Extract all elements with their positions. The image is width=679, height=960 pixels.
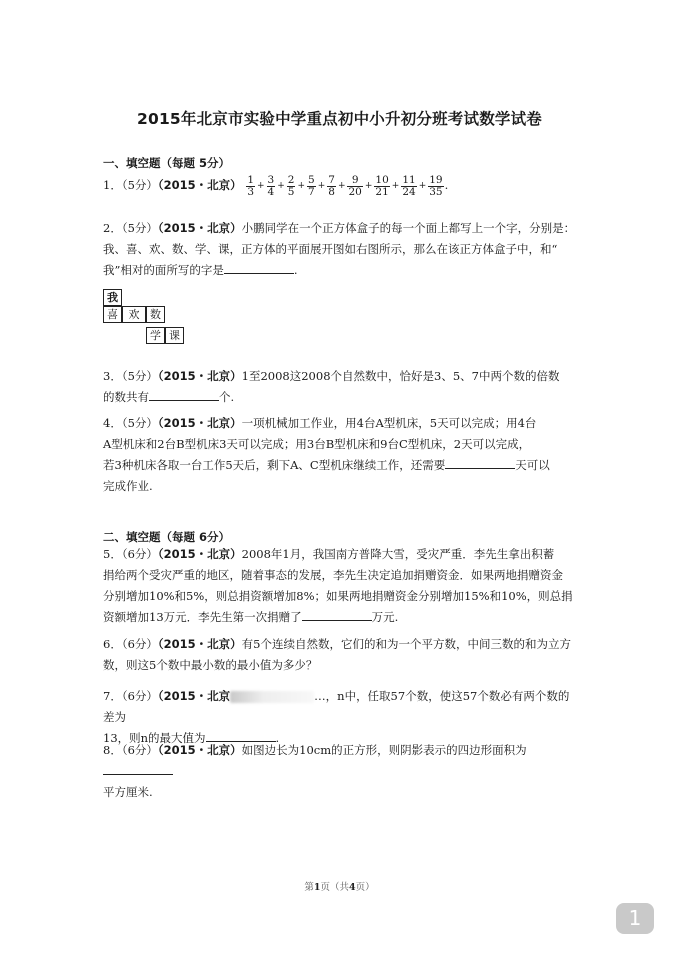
q5-end: 万元. xyxy=(371,610,399,624)
q4-text-4: 完成作业. xyxy=(103,479,153,493)
plus-sign: + xyxy=(257,181,265,191)
fraction-numerator: 5 xyxy=(308,173,315,186)
footer-total: 4 xyxy=(349,882,356,893)
q8-text-2: 平方厘米. xyxy=(103,785,153,799)
plus-sign: + xyxy=(317,181,326,191)
fraction-numerator: 1 xyxy=(247,173,254,186)
q1-fraction xyxy=(327,175,336,198)
footer-post: 页） xyxy=(355,882,375,893)
q4-number: 4．（5分） xyxy=(103,416,158,430)
q6-number: 6．（6分） xyxy=(103,637,158,651)
q4-text-1: 一项机械加工作业，用4台A型机床，5天可以完成；用4台 xyxy=(241,416,537,430)
q2-text-1: 小鹏同学在一个正方体盒子的每一个面上都写上一个字，分别是： xyxy=(241,221,576,235)
q8-source: （2015・北京） xyxy=(157,743,242,757)
footer-pre: 第 xyxy=(304,882,314,893)
q8-text-1: 如图边长为10cm的正方形，则阴影表示的四边形面积为 xyxy=(241,743,527,757)
question-3 xyxy=(103,366,579,408)
q2-text-3: 我”相对的面所写的字是 xyxy=(103,263,224,277)
q5-answer-blank xyxy=(302,608,372,621)
footer-mid: 页（共 xyxy=(320,882,349,893)
fraction-numerator: 10 xyxy=(375,173,389,186)
q7-text-1: …，n中，任取57个数，使这57个数必有两个数的差为 xyxy=(103,689,570,724)
q3-source: （2015・北京） xyxy=(157,369,242,383)
q4-source: （2015・北京） xyxy=(157,416,242,430)
q7-number: 7．（6分） xyxy=(103,689,158,703)
q6-source: （2015・北京） xyxy=(157,637,242,651)
fraction-numerator: 9 xyxy=(347,175,362,187)
fraction-denominator: 21 xyxy=(375,185,389,198)
q2-text-2: 我、喜、欢、数、学、课，正方体的平面展开图如右图所示，那么在该正方体盒子中，和“ xyxy=(103,242,558,256)
q1-fraction xyxy=(307,175,316,198)
fraction-numerator: 19 xyxy=(429,173,443,186)
q1-fraction xyxy=(428,175,443,198)
plus-sign: + xyxy=(418,181,427,191)
q1-number: 1．（5分） xyxy=(103,178,158,192)
q1-fraction xyxy=(267,175,276,198)
q3-number: 3．（5分） xyxy=(103,369,158,383)
q1-source: （2015・北京） xyxy=(157,178,242,192)
fraction-numerator: 2 xyxy=(287,173,295,186)
plus-sign: + xyxy=(337,181,346,191)
q1-fraction xyxy=(374,175,389,198)
question-2 xyxy=(103,218,579,281)
q3-end: 个. xyxy=(219,390,235,404)
q1-expression xyxy=(245,173,444,198)
q2-number: 2．（5分） xyxy=(103,221,158,235)
footer-page: 1 xyxy=(313,882,321,893)
q5-text-3: 分别增加10%和5%，则总捐资额增加8%；如果两地捐赠资金分别增加15%和10%，则总捐 xyxy=(103,589,573,603)
q4-text-2: A型机床和2台B型机床3天可以完成；用3台B型机床和9台C型机床，2天可以完成， xyxy=(103,437,531,451)
fraction-denominator: 35 xyxy=(429,185,443,198)
q5-text-2: 捐给两个受灾严重的地区，随着事态的发展，李先生决定追加捐赠资金．如果两地捐赠资金 xyxy=(103,568,563,582)
fraction-numerator: 11 xyxy=(402,173,416,186)
q7-text-2: 13，则n的最大值为 xyxy=(103,731,206,745)
section-2-heading: 二、填空题（每题 6分） xyxy=(103,530,231,544)
fraction-denominator: 4 xyxy=(267,185,275,198)
plus-sign: + xyxy=(277,181,285,191)
net-cell-ke: 课 xyxy=(165,327,184,344)
q1-fraction xyxy=(246,175,255,198)
question-4 xyxy=(103,413,579,497)
question-1 xyxy=(103,172,579,199)
q2-answer-blank xyxy=(224,261,294,274)
fraction-denominator: 8 xyxy=(328,185,335,198)
q5-source: （2015・北京） xyxy=(157,547,242,561)
net-cell-xi: 喜 xyxy=(103,306,122,323)
q2-source: （2015・北京） xyxy=(157,221,242,235)
net-cell-huan: 欢 xyxy=(122,306,146,323)
q3-text-1: 1至2008这2008个自然数中，恰好是3、5、7中两个数的倍数 xyxy=(241,369,560,383)
question-6 xyxy=(103,634,579,676)
q4-text-3: 若3种机床各取一台工作5天后，剩下A、C型机床继续工作，还需要 xyxy=(103,458,446,472)
page-footer xyxy=(0,879,679,893)
q2-end: . xyxy=(293,263,298,277)
fraction-numerator: 3 xyxy=(267,173,275,186)
fraction-numerator: 7 xyxy=(328,173,335,186)
q8-answer-blank xyxy=(103,762,173,775)
plus-sign: + xyxy=(364,181,373,191)
fraction-denominator: 24 xyxy=(402,185,416,198)
q3-answer-blank xyxy=(149,388,219,401)
page-number-badge[interactable]: 1 xyxy=(616,903,654,934)
q1-fraction xyxy=(347,175,362,198)
question-8 xyxy=(103,740,579,803)
q3-text-2: 的数共有 xyxy=(103,390,149,404)
q5-number: 5．（6分） xyxy=(103,547,158,561)
net-cell-xue: 学 xyxy=(146,327,165,344)
q7-blurred-region xyxy=(230,691,314,703)
exam-title: 2015年北京市实验中学重点初中小升初分班考试数学试卷 xyxy=(136,110,543,128)
q1-fraction xyxy=(401,175,416,198)
q4-answer-blank xyxy=(445,456,515,469)
q5-text-4: 资额增加13万元．李先生第一次捐赠了 xyxy=(103,610,302,624)
net-cell-wo: 我 xyxy=(103,289,122,306)
q4-text-3b: 天可以 xyxy=(515,458,550,472)
cube-net-figure xyxy=(103,289,183,345)
q6-text-1: 有5个连续自然数，它们的和为一个平方数，中间三数的和为立方 xyxy=(241,637,571,651)
question-5 xyxy=(103,544,579,628)
q1-end: . xyxy=(444,178,449,192)
q1-fraction xyxy=(287,175,296,198)
net-cell-shu: 数 xyxy=(146,306,165,323)
q7-end: . xyxy=(275,731,280,745)
q8-number: 8．（6分） xyxy=(103,743,158,757)
q7-source: （2015・北京 xyxy=(157,689,231,703)
fraction-denominator: 5 xyxy=(287,185,295,198)
fraction-denominator: 7 xyxy=(308,185,315,198)
q6-text-2: 数，则这5个数中最小数的最小值为多少？ xyxy=(103,658,318,672)
fraction-denominator: 3 xyxy=(247,185,254,198)
section-1-heading: 一、填空题（每题 5分） xyxy=(103,156,231,170)
plus-sign: + xyxy=(297,181,306,191)
q5-text-1: 2008年1月，我国南方普降大雪，受灾严重．李先生拿出积蓄 xyxy=(241,547,555,561)
fraction-denominator: 20 xyxy=(348,185,362,198)
plus-sign: + xyxy=(391,181,400,191)
